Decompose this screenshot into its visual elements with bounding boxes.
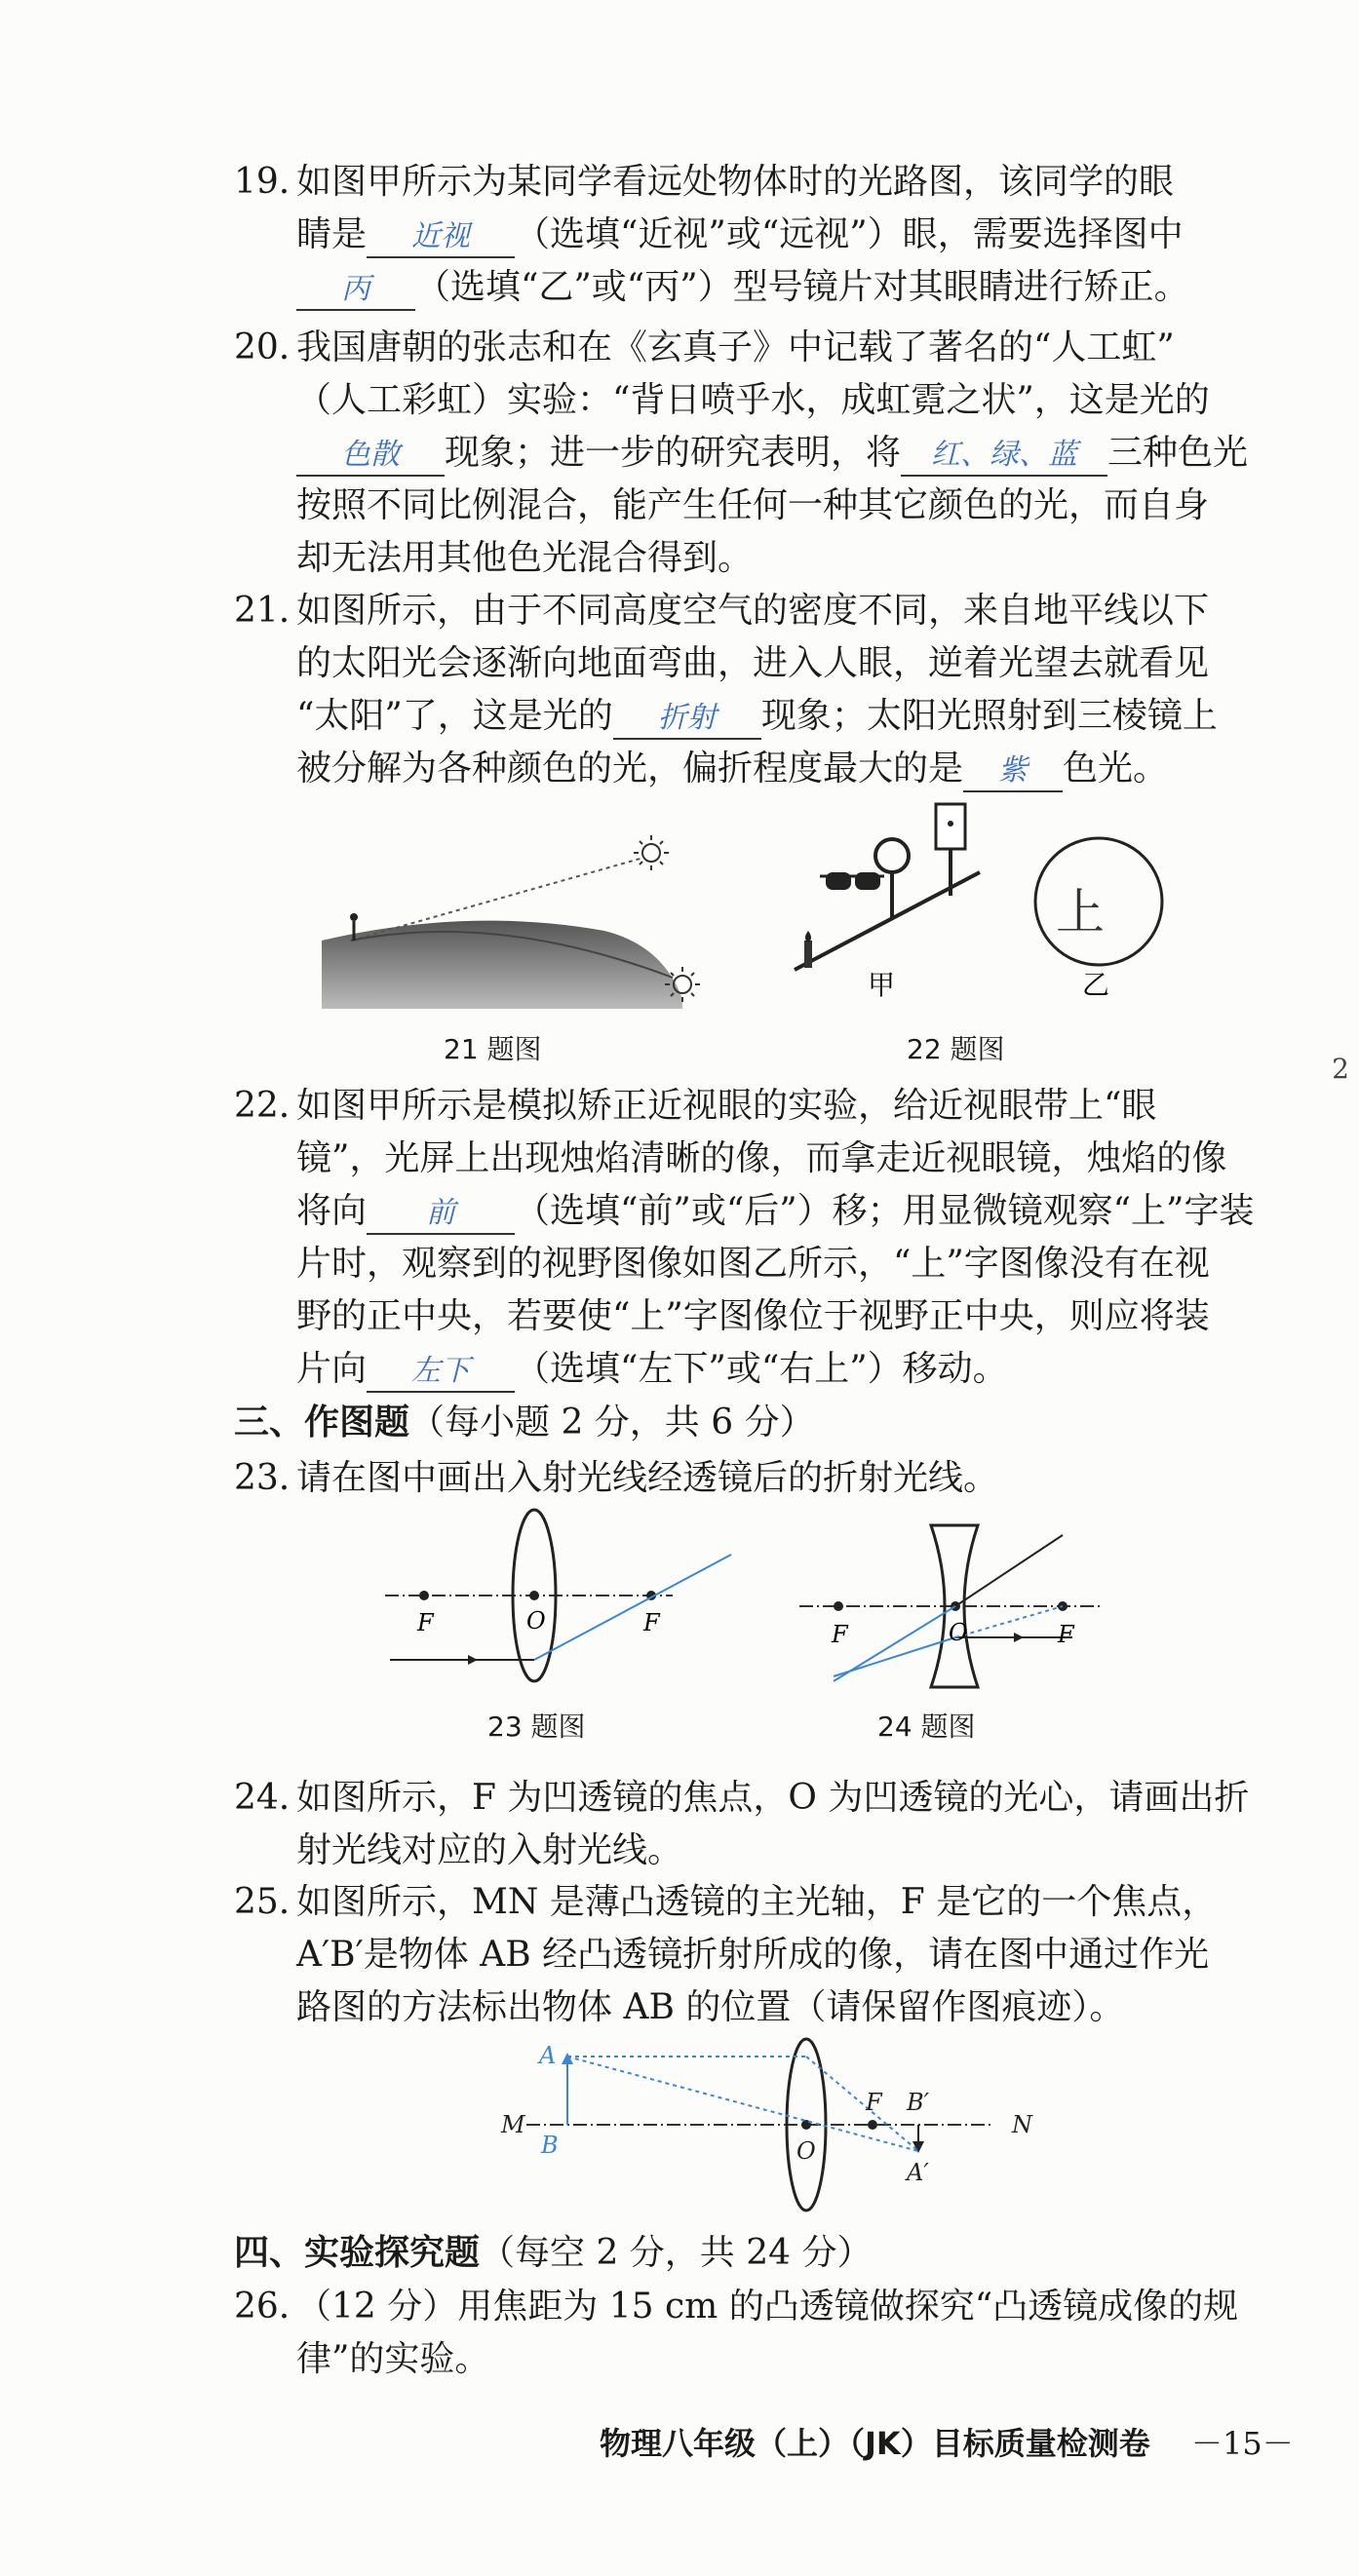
figure-24-caption: 24 题图: [877, 1711, 976, 1743]
answer-blank: 紫: [963, 751, 1063, 792]
answer-blank: 丙: [296, 270, 415, 311]
text-line: 如图甲所示为某同学看远处物体时的光路图，该同学的眼: [296, 162, 1175, 202]
lens-holder-icon: [875, 839, 909, 919]
label-A-prime: A′: [907, 2159, 929, 2186]
label-yi: 乙: [1082, 969, 1110, 1001]
text-line: 我国唐朝的张志和在《玄真子》中记载了著名的“人工虹”: [296, 327, 1175, 367]
label-B-prime: B′: [907, 2089, 930, 2116]
glasses-icon: [820, 872, 884, 890]
text-line: 色光。: [1063, 749, 1169, 788]
text-line: 却无法用其他色光混合得到。: [296, 538, 754, 578]
text-line: 如图甲所示是模拟矫正近视眼的实验，给近视眼带上“眼: [296, 1086, 1157, 1126]
question-25: [234, 1876, 1267, 2034]
text-line: 的太阳光会逐渐向地面弯曲，进入人眼，逆着光望去就看见: [296, 643, 1210, 683]
answer-blank: 左下: [367, 1352, 515, 1393]
text-line: （12 分）用焦距为 15 cm 的凸透镜做探究“凸透镜成像的规: [296, 2287, 1239, 2326]
text-line: 将向: [296, 1191, 368, 1231]
figure-21-mirage: [322, 814, 712, 1023]
footer-title: 物理八年级（上）（JK）目标质量检测卷: [600, 2425, 1150, 2462]
figure-24-concave-lens: [795, 1516, 1107, 1691]
text-line: 片时，观察到的视野图像如图乙所示，“上”字图像没有在视: [296, 1244, 1210, 1284]
question-number: 19.: [234, 162, 291, 202]
text-line: 如图所示，F 为凹透镜的焦点，O 为凹透镜的光心，请画出折: [296, 1778, 1250, 1818]
question-number: 22.: [234, 1086, 291, 1126]
question-number: 24.: [234, 1778, 291, 1818]
label-O: O: [526, 1607, 546, 1634]
text-line: 现象；太阳光照射到三棱镜上: [760, 696, 1218, 736]
question-number: 20.: [234, 327, 291, 367]
text-line: 现象；进一步的研究表明，将: [445, 433, 902, 473]
figure-23-convex-lens: [380, 1506, 741, 1691]
text-line: 请在图中画出入射光线经透镜后的折射光线。: [296, 1458, 999, 1498]
label-F: F: [1058, 1621, 1074, 1648]
page-number: －15－: [1191, 2425, 1294, 2462]
question-number: 21.: [234, 591, 291, 631]
focus-point: [868, 2120, 877, 2130]
text-line: 野的正中央，若要使“上”字图像位于视野正中央，则应将装: [296, 1296, 1210, 1336]
label-O: O: [796, 2137, 816, 2165]
focus-point: [419, 1591, 429, 1600]
figure-25: [497, 2032, 1043, 2212]
label-F: F: [832, 1621, 848, 1648]
question-24: [234, 1772, 1267, 1877]
text-line: 睛是: [296, 214, 368, 254]
answer-blank: 前: [367, 1194, 515, 1235]
question-23: [234, 1452, 1267, 1505]
figure-23-caption: 23 题图: [487, 1711, 586, 1743]
section-4-heading: [234, 2227, 873, 2280]
section-note: （每小题 2 分，共 6 分）: [409, 1403, 815, 1442]
label-M: M: [501, 2111, 525, 2138]
question-26: [234, 2281, 1267, 2386]
arrow-icon: [1014, 1633, 1024, 1642]
question-number: 26.: [234, 2287, 291, 2326]
text-line: “太阳”了，这是光的: [296, 696, 613, 736]
optical-center: [529, 1591, 539, 1600]
answer-blank: 近视: [367, 217, 515, 258]
answer-blank: 色散: [296, 436, 445, 477]
answer-blank: 红、绿、蓝: [901, 436, 1107, 477]
section-title: 四、实验探究题: [234, 2233, 481, 2273]
sun-apparent-icon: [634, 835, 669, 870]
focus-point: [834, 1601, 843, 1611]
text-line: 被分解为各种颜色的光，偏折程度最大的是: [296, 749, 964, 788]
text-line: （选填“左下”或“右上”）移动。: [515, 1349, 1008, 1389]
section-3-heading: [234, 1397, 815, 1449]
label-B: B: [541, 2132, 559, 2159]
label-N: N: [1012, 2111, 1032, 2138]
text-line: A′B′是物体 AB 经凸透镜折射所成的像，请在图中通过作光: [296, 1935, 1210, 1975]
text-line: 三种色光: [1107, 433, 1249, 473]
section-note: （每空 2 分，共 24 分）: [480, 2233, 873, 2273]
text-line: 路图的方法标出物体 AB 的位置（请保留作图痕迹）。: [296, 1987, 1125, 2027]
question-21: [234, 585, 1267, 795]
candle-icon: [804, 931, 812, 968]
figure-22: [785, 794, 1175, 1019]
label-F: F: [643, 1609, 660, 1636]
text-line: 律”的实验。: [296, 2339, 490, 2379]
text-line: 射光线对应的入射光线。: [296, 1830, 683, 1870]
text-line: （选填“前”或“后”）移；用显微镜观察“上”字装: [515, 1191, 1255, 1231]
question-22: [234, 1080, 1267, 1396]
label-A: A: [539, 2042, 557, 2069]
arrow-icon: [562, 2053, 573, 2064]
question-20: [234, 322, 1267, 585]
question-number: 25.: [234, 1882, 291, 1922]
text-line: 片向: [296, 1349, 368, 1389]
label-jia: 甲: [868, 969, 896, 1001]
view-character: 上: [1056, 884, 1105, 941]
label-O: O: [949, 1619, 968, 1646]
text-line: （选填“近视”或“远视”）眼，需要选择图中: [515, 214, 1184, 254]
section-title: 三、作图题: [234, 1403, 410, 1442]
arrow-icon: [468, 1655, 478, 1665]
question-number: 23.: [234, 1458, 291, 1498]
text-line: 如图所示，由于不同高度空气的密度不同，来自地平线以下: [296, 591, 1210, 631]
text-line: （选填“乙”或“丙”）型号镜片对其眼睛进行矫正。: [415, 267, 1189, 307]
text-line: 如图所示，MN 是薄凸透镜的主光轴，F 是它的一个焦点，: [296, 1882, 1218, 1922]
refracted-ray: [534, 1555, 731, 1660]
question-19: [234, 156, 1267, 314]
text-line: 按照不同比例混合，能产生任何一种其它颜色的光，而自身: [296, 485, 1210, 525]
figure-21-caption: 21 题图: [444, 1033, 542, 1065]
text-line: （人工彩虹）实验：“背日喷乎水，成虹霓之状”，这是光的: [296, 380, 1210, 420]
page-edge-mark: 2: [1332, 1053, 1349, 1085]
answer-blank: 折射: [613, 699, 761, 740]
text-line: 镜”，光屏上出现烛焰清晰的像，而拿走近视眼镜，烛焰的像: [296, 1138, 1227, 1178]
label-F: F: [417, 1609, 434, 1636]
label-F: F: [866, 2089, 882, 2116]
extension-line: [955, 1606, 1063, 1637]
figure-22-caption: 22 题图: [907, 1033, 1005, 1065]
